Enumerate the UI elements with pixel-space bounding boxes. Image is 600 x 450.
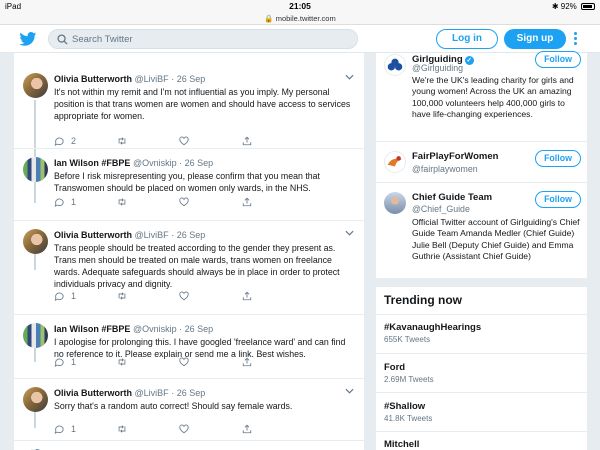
tweet-actions [54,196,284,208]
tweet-date[interactable]: 26 Sep [176,74,206,84]
account-handle[interactable]: @Chief_Guide [412,204,470,214]
share-button[interactable] [242,356,252,368]
tweet-header: Olivia Butterworth @LiviBF · 26 Sep [54,388,206,398]
trend-name: Ford [384,362,406,373]
tweet-actions [54,135,284,147]
clock: 21:05 [289,1,311,11]
battery-icon [581,3,595,10]
account-bio: We're the UK's leading charity for girls and young women! Across the UK an amazing 100,000 volunteers help 400,000 girls to have life-changing experiences. [412,75,574,119]
login-button[interactable]: Log in [436,29,498,49]
account-card-fairplayforwomen[interactable] [376,142,587,182]
avatar[interactable] [23,323,48,348]
avatar[interactable] [23,387,48,412]
tweet-actions [54,356,284,368]
retweet-button[interactable] [117,423,127,435]
tweet-actions [54,423,284,435]
like-button[interactable] [179,356,189,368]
reply-icon [54,424,64,434]
twitter-logo-icon[interactable] [19,32,37,46]
share-icon [242,197,252,207]
avatar[interactable] [23,73,48,98]
like-button[interactable] [179,290,189,302]
follow-button[interactable]: Follow [535,150,581,167]
author-handle[interactable]: @Ovniskip [132,324,177,334]
trend-name: #KavanaughHearings [384,322,482,333]
tweet-actions [54,290,284,302]
reply-count: 1 [71,424,77,434]
tweet[interactable] [14,315,364,379]
tweet-date[interactable]: 26 Sep [176,230,206,240]
account-handle[interactable]: @fairplaywomen [412,164,478,174]
tweet-text: I apologise for prolonging this. I have googled 'freelance ward' and can find no reference to it. Please explain or send me a link. Best wishes. [54,337,346,359]
trending-panel [376,287,587,450]
chevron-down-icon[interactable] [345,388,354,394]
trend-item[interactable] [376,435,587,450]
retweet-icon [117,424,127,434]
author-handle[interactable]: @LiviBF [134,230,169,240]
avatar[interactable] [23,229,48,254]
share-icon [242,357,252,367]
follow-button[interactable]: Follow [535,51,581,68]
avatar[interactable] [23,157,48,182]
author-handle[interactable]: @LiviBF [134,388,169,398]
share-icon [242,136,252,146]
right-sidebar [376,53,587,450]
account-name[interactable]: Chief Guide Team [412,192,493,203]
reply-icon [54,291,64,301]
fairplay-logo-icon [385,152,405,172]
like-button[interactable] [179,135,189,147]
tweet-text: Trans people should be treated according to the gender they present as. Trans men should be treated on male wards, trans women on freelance wards. Adequate safeguards should always be in place in order to protect individuals privacy and dignity. [54,243,340,289]
reply-icon [54,197,64,207]
divider [376,353,587,354]
reply-icon [54,357,64,367]
author-name[interactable]: Ian Wilson #FBPE [54,158,131,168]
trend-item[interactable] [376,357,587,387]
trend-count: 2.69M Tweets [384,375,434,384]
who-to-follow-panel [376,53,587,278]
chevron-down-icon[interactable] [345,230,354,236]
heart-icon [179,197,189,207]
share-button[interactable] [242,290,252,302]
retweet-button[interactable] [117,135,127,147]
bluetooth-icon: ✱ [551,2,559,11]
reply-button[interactable] [54,290,76,302]
url-bar[interactable] [0,14,600,25]
tweet-header: Ian Wilson #FBPE @Ovniskip · 26 Sep [54,158,214,168]
reply-count: 1 [71,291,77,301]
share-icon [242,291,252,301]
signup-button[interactable]: Sign up [504,29,566,49]
avatar[interactable] [384,54,406,76]
retweet-icon [117,197,127,207]
url-text: mobile.twitter.com [275,14,336,23]
author-name[interactable]: Olivia Butterworth [54,388,133,398]
trending-title: Trending now [384,293,462,307]
author-handle[interactable]: @Ovniskip [132,158,177,168]
account-name[interactable]: Girlguiding ✓ [412,54,472,65]
retweet-icon [117,136,127,146]
chevron-down-icon[interactable] [345,74,354,80]
battery-status [552,2,595,11]
reply-button[interactable] [54,196,76,208]
reply-button[interactable] [54,135,76,147]
retweet-button[interactable] [117,290,127,302]
device-label: iPad [5,2,22,11]
reply-count: 1 [71,197,77,207]
author-name[interactable]: Olivia Butterworth [54,230,133,240]
trend-item[interactable] [376,317,587,347]
trend-count: 655K Tweets [384,335,431,344]
like-button[interactable] [179,423,189,435]
tweet-header: Ian Wilson #FBPE @Ovniskip · 26 Sep [54,324,214,334]
trend-item[interactable] [376,396,587,426]
share-button[interactable] [242,196,252,208]
tweet-date[interactable]: 26 Sep [176,388,206,398]
account-card-girlguiding[interactable] [376,53,587,141]
tweet[interactable] [14,379,364,441]
conversation-thread [14,53,364,450]
account-name[interactable]: FairPlayForWomen [412,151,499,162]
tweet-header: Olivia Butterworth @LiviBF · 26 Sep [54,74,206,84]
tweet-date[interactable]: 26 Sep [184,324,214,334]
trefoil-logo-icon [385,55,405,75]
share-button[interactable] [242,135,252,147]
tweet[interactable] [14,443,364,450]
retweet-icon [117,357,127,367]
retweet-button[interactable] [117,356,127,368]
heart-icon [179,136,189,146]
author-name[interactable]: Ian Wilson #FBPE [54,324,131,334]
verified-badge-icon: ✓ [466,57,472,64]
avatar[interactable] [384,192,406,214]
trend-count: 41.8K Tweets [384,414,433,423]
account-card-chief-guide[interactable] [376,183,587,278]
divider [376,392,587,393]
account-handle[interactable]: @Girlguiding [412,63,463,73]
tweet-text: It's not within my remit and I'm not influential as you imply. My personal position is that trans women are women and should have access to services appropriate for women. [54,87,351,121]
tweet[interactable] [14,65,364,149]
tweet-date[interactable]: 26 Sep [184,158,214,168]
share-icon [242,424,252,434]
account-bio: Official Twitter account of Girlguiding's Chief Guide Team Amanda Medler (Chief Guide) Julie Bell (Deputy Chief Guide) and Emma Guthrie (Assistant Chief Guide) [412,217,580,261]
author-handle[interactable]: @LiviBF [134,74,169,84]
share-button[interactable] [242,423,252,435]
retweet-icon [117,291,127,301]
heart-icon [179,424,189,434]
search-input[interactable] [72,32,342,47]
tweet-text: Sorry that's a random auto correct! Should say female wards. [54,401,293,411]
trend-name: Mitchell [384,439,420,450]
tweet-header: Olivia Butterworth @LiviBF · 26 Sep [54,230,206,240]
reply-count: 1 [71,357,77,367]
avatar[interactable] [384,151,406,173]
search-icon [57,34,68,45]
trend-name: #Shallow [384,401,426,412]
reply-count: 2 [71,136,77,146]
heart-icon [179,357,189,367]
lock-icon: 🔒 [264,14,274,23]
retweet-button[interactable] [117,196,127,208]
tweet-text: Before I risk misrepresenting you, please confirm that you mean that Transwomen should be placed on women only wards, in the NHS. [54,171,320,193]
tweet[interactable] [14,221,364,315]
heart-icon [179,291,189,301]
search-box[interactable] [48,29,358,49]
reply-icon [54,136,64,146]
follow-button[interactable]: Follow [535,191,581,208]
like-button[interactable] [179,196,189,208]
reply-button[interactable] [54,423,76,435]
divider [376,431,587,432]
battery-percent: 92% [560,2,577,11]
divider [376,314,587,315]
reply-button[interactable] [54,356,76,368]
more-options-icon[interactable] [572,32,578,46]
ios-status-bar [0,0,600,14]
top-navigation [0,25,600,53]
tweet[interactable] [14,149,364,221]
author-name[interactable]: Olivia Butterworth [54,74,133,84]
